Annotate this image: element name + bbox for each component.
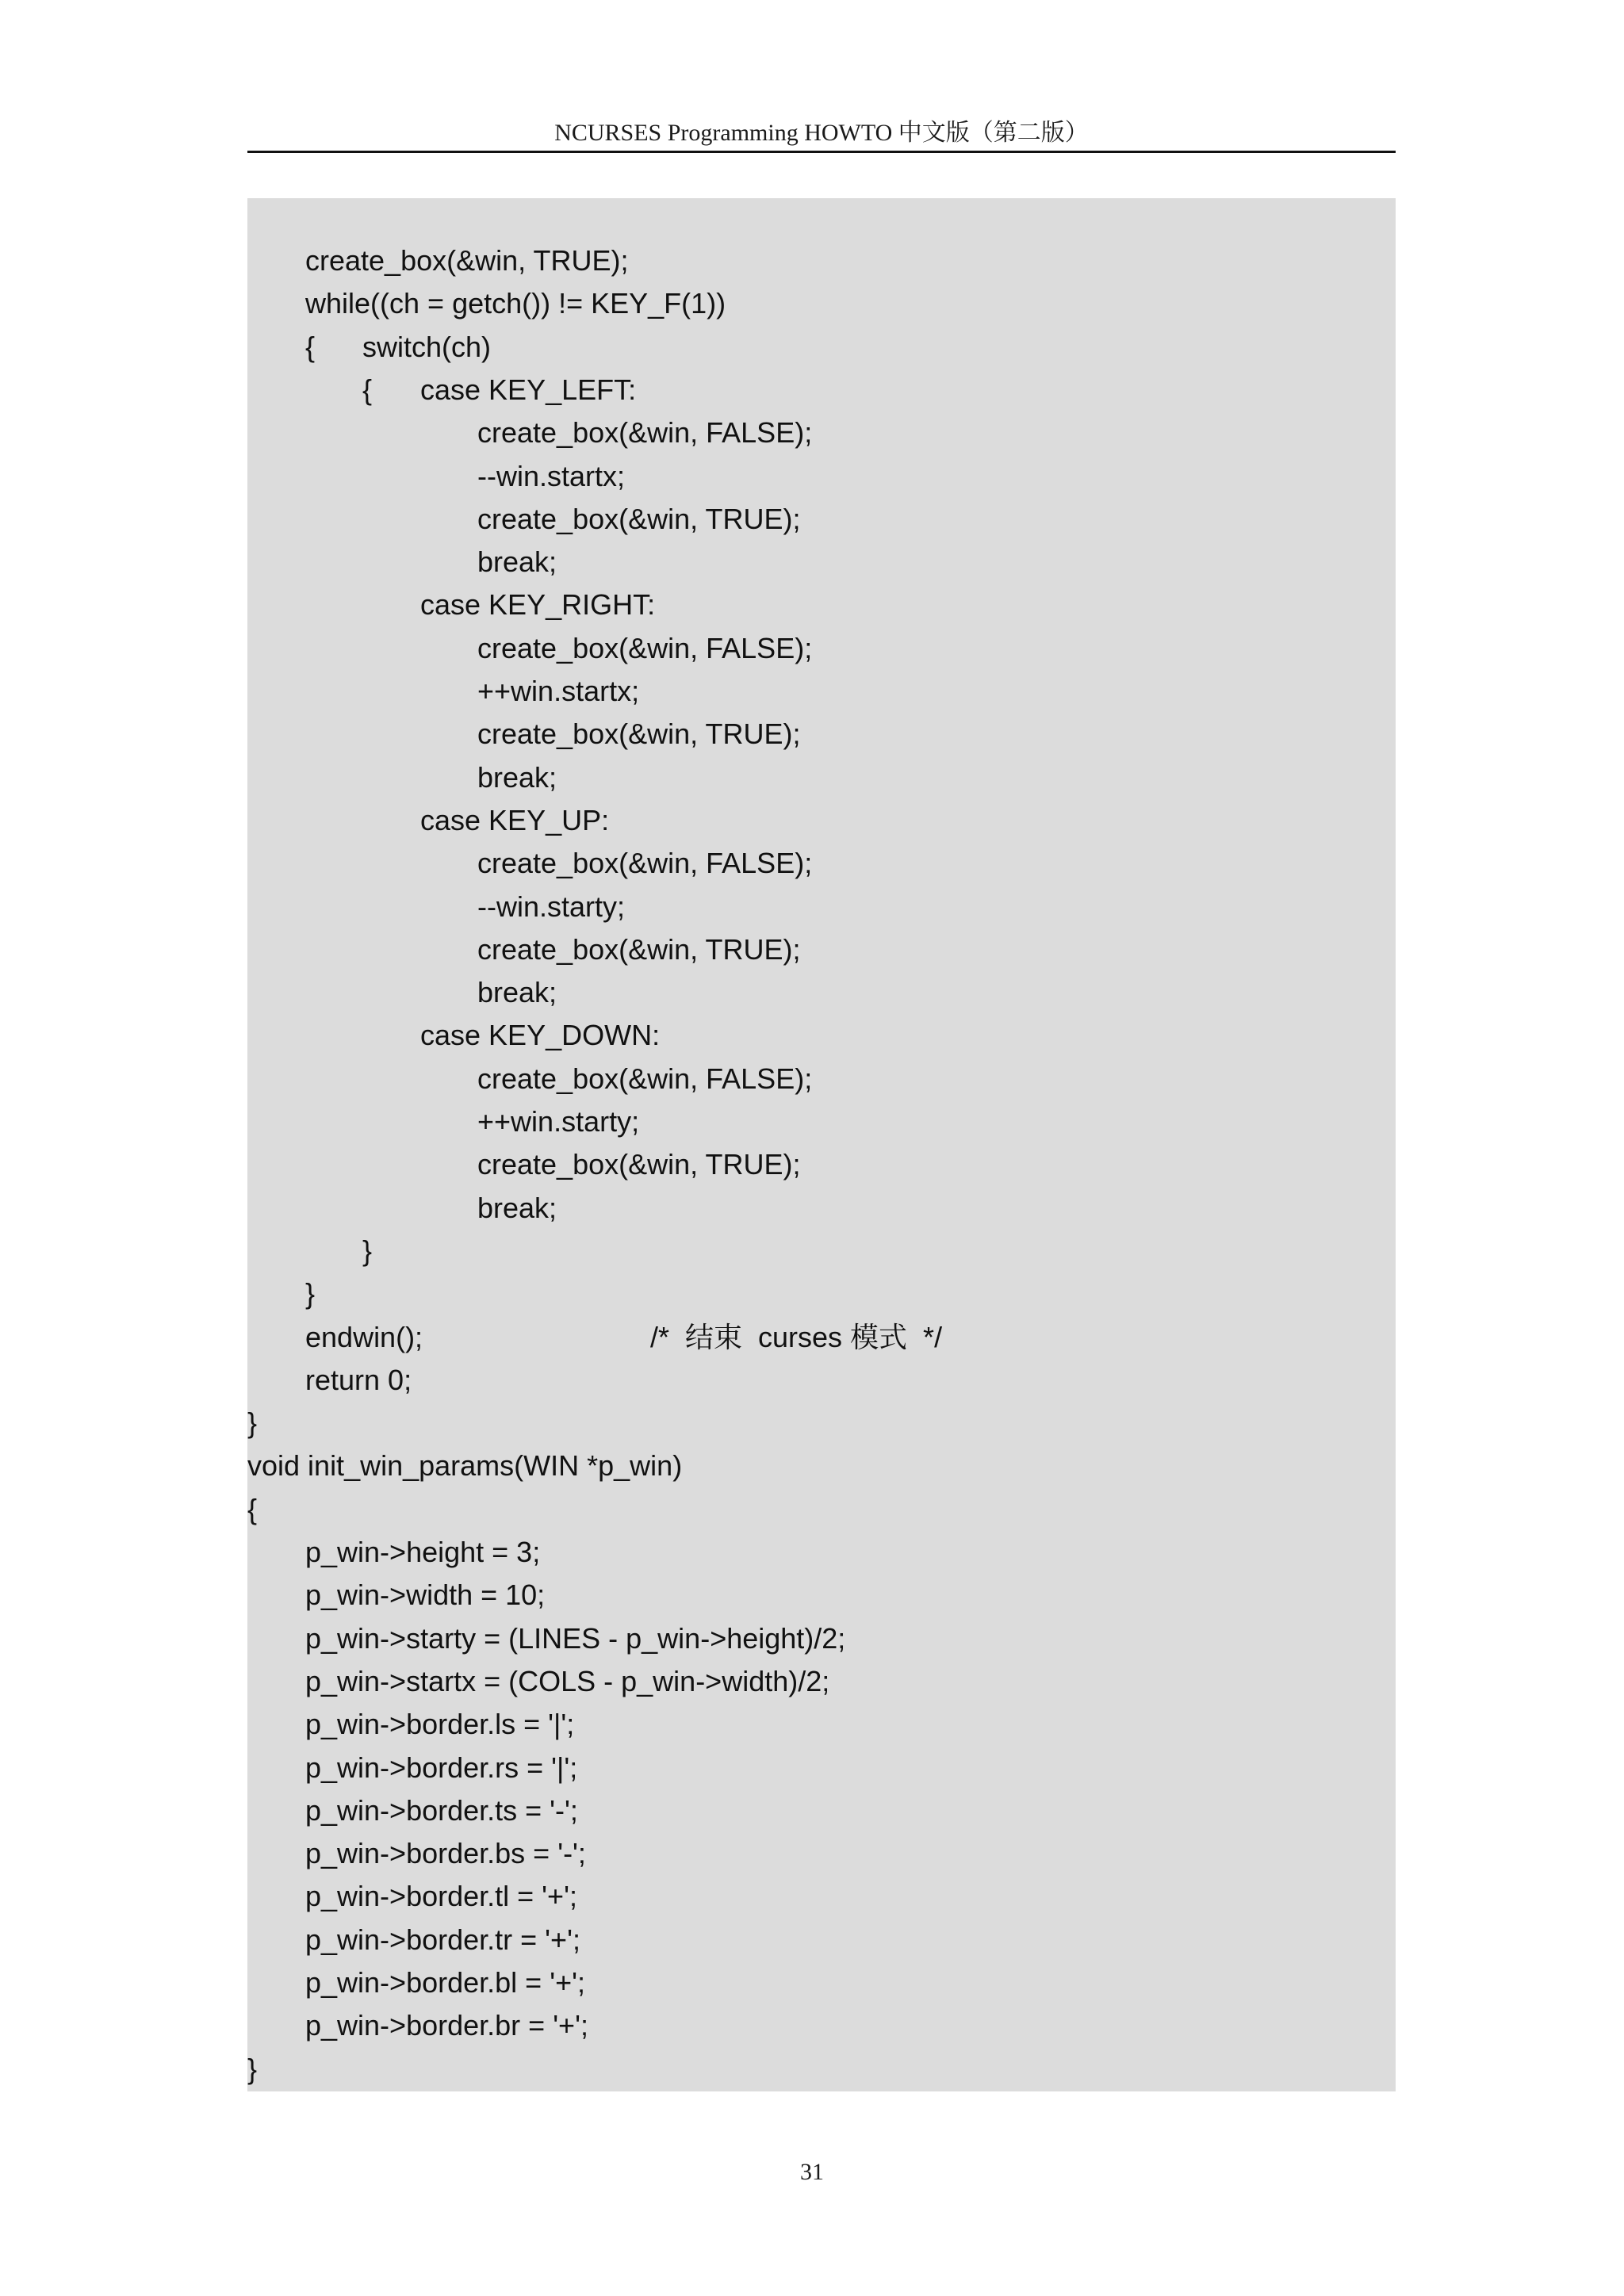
code-text: create_box(&win, TRUE); <box>477 718 801 750</box>
code-text: p_win->height = 3; <box>305 1536 541 1568</box>
code-text: create_box(&win, FALSE); <box>477 847 813 879</box>
code-line <box>247 1230 1396 1272</box>
code-line <box>247 1961 1396 2004</box>
code-text: p_win->border.rs = '|'; <box>305 1751 578 1784</box>
code-text: create_box(&win, FALSE); <box>477 416 813 449</box>
code-text: p_win->border.tl = '+'; <box>305 1880 577 1912</box>
code-text: create_box(&win, FALSE); <box>477 632 813 664</box>
code-text: return 0; <box>305 1364 412 1396</box>
code-text: p_win->border.bl = '+'; <box>305 1966 585 1999</box>
code-text: case KEY_DOWN: <box>420 1019 661 1051</box>
code-text: p_win->border.ts = '-'; <box>305 1794 578 1827</box>
code-line <box>247 1100 1396 1143</box>
code-line <box>247 239 1396 282</box>
page-header <box>247 117 1396 153</box>
page-number: 31 <box>800 2159 824 2185</box>
code-line <box>247 1359 1396 1402</box>
code-text: endwin(); <box>305 1321 423 1353</box>
code-line <box>247 1747 1396 1789</box>
code-text: void init_win_params(WIN *p_win) <box>247 1449 683 1482</box>
code-text: p_win->border.bs = '-'; <box>305 1837 586 1869</box>
code-text: create_box(&win, TRUE); <box>305 244 629 277</box>
code-text: } <box>305 1277 316 1310</box>
header-title: NCURSES Programming HOWTO 中文版（第二版） <box>554 120 1089 146</box>
code-line <box>247 584 1396 626</box>
code-text: --win.starty; <box>477 890 626 923</box>
code-line <box>247 1058 1396 1100</box>
code-text: /* 结束 curses 模式 */ <box>650 1321 943 1353</box>
code-line <box>247 411 1396 454</box>
code-text: case KEY_UP: <box>420 804 610 836</box>
code-text: p_win->width = 10; <box>305 1578 546 1611</box>
code-line <box>247 498 1396 541</box>
code-line <box>247 1789 1396 1832</box>
code-line <box>247 1445 1396 1487</box>
code-line <box>247 1531 1396 1574</box>
code-line <box>247 928 1396 971</box>
code-line <box>247 627 1396 670</box>
code-line <box>247 282 1396 325</box>
code-line <box>247 1660 1396 1703</box>
code-text: case KEY_RIGHT: <box>420 588 656 621</box>
code-text: } <box>362 1234 373 1267</box>
code-line <box>247 1703 1396 1746</box>
code-line <box>247 1143 1396 1186</box>
code-text: p_win->border.br = '+'; <box>305 2009 588 2042</box>
code-text: p_win->starty = (LINES - p_win->height)/2; <box>305 1622 846 1655</box>
code-line <box>247 1272 1396 1315</box>
code-text: --win.startx; <box>477 460 626 492</box>
code-line <box>247 1574 1396 1617</box>
code-text: break; <box>477 761 557 794</box>
code-line <box>247 670 1396 713</box>
code-text: switch(ch) <box>362 331 492 363</box>
code-line <box>247 1832 1396 1875</box>
code-text: create_box(&win, TRUE); <box>477 1148 801 1181</box>
code-line <box>247 1402 1396 1445</box>
code-text: } <box>247 2053 258 2085</box>
code-line <box>247 1488 1396 1531</box>
code-line <box>247 541 1396 584</box>
code-line <box>247 842 1396 885</box>
code-line <box>247 1875 1396 1918</box>
code-line <box>247 1014 1396 1057</box>
code-text: create_box(&win, FALSE); <box>477 1062 813 1095</box>
code-text: case KEY_LEFT: <box>420 373 637 406</box>
code-text: p_win->startx = (COLS - p_win->width)/2; <box>305 1665 830 1697</box>
code-text: create_box(&win, TRUE); <box>477 503 801 535</box>
code-line <box>247 1316 1396 1359</box>
code-text: break; <box>477 545 557 578</box>
code-text: create_box(&win, TRUE); <box>477 933 801 966</box>
code-text: p_win->border.ls = '|'; <box>305 1708 575 1740</box>
code-text: p_win->border.tr = '+'; <box>305 1923 580 1956</box>
code-line <box>247 326 1396 369</box>
code-line <box>247 2004 1396 2047</box>
code-listing <box>247 198 1396 2091</box>
code-line <box>247 756 1396 799</box>
code-line <box>247 1187 1396 1230</box>
code-line <box>247 1617 1396 1660</box>
code-text: while((ch = getch()) != KEY_F(1)) <box>305 287 726 320</box>
code-line <box>247 971 1396 1014</box>
code-line <box>247 455 1396 498</box>
code-line <box>247 713 1396 756</box>
code-text: { <box>247 1493 258 1525</box>
code-line <box>247 1919 1396 1961</box>
code-text: break; <box>477 976 557 1008</box>
code-text: break; <box>477 1192 557 1224</box>
code-line <box>247 799 1396 842</box>
code-line <box>247 886 1396 928</box>
code-text: { <box>305 331 316 363</box>
code-text: { <box>362 373 373 406</box>
code-text: } <box>247 1406 258 1439</box>
code-line <box>247 369 1396 411</box>
code-text: ++win.startx; <box>477 675 640 707</box>
code-text: ++win.starty; <box>477 1105 640 1138</box>
code-line <box>247 2048 1396 2091</box>
